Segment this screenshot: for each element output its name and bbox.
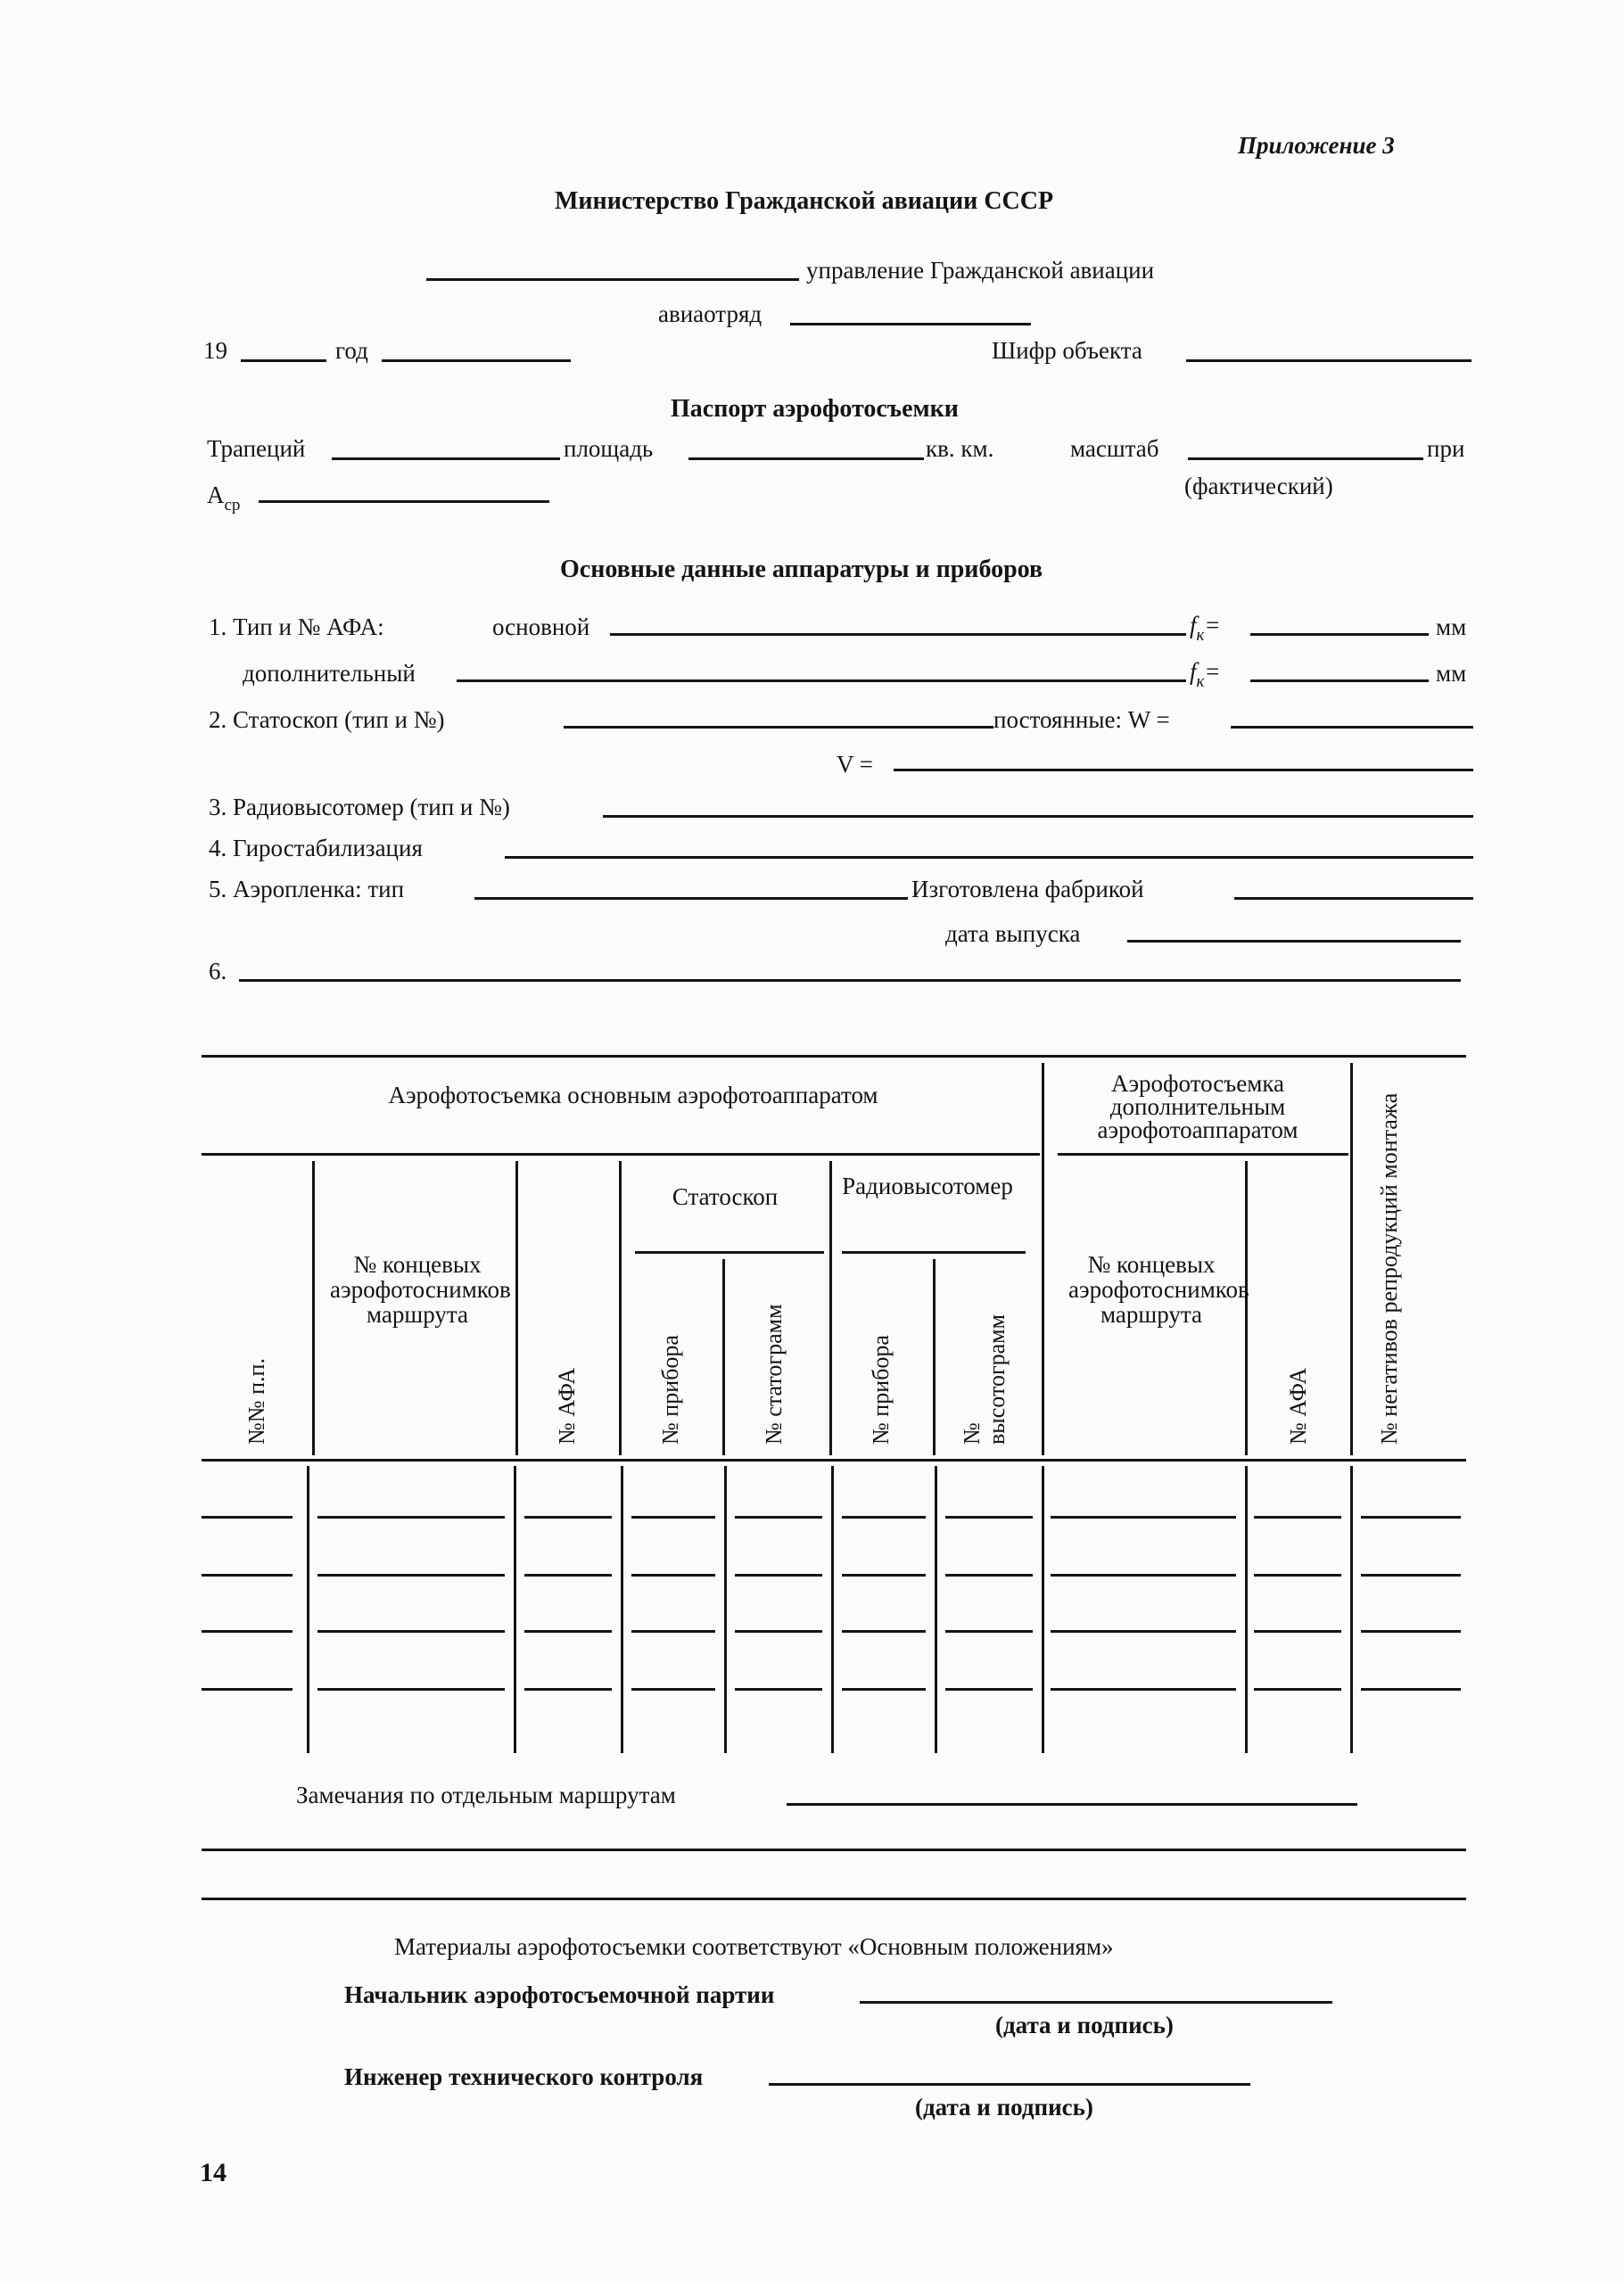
item3-field[interactable]	[603, 815, 1473, 818]
item2-label: 2. Статоскоп (тип и №)	[209, 706, 445, 733]
radio-rule	[842, 1251, 1026, 1254]
table-cell-line[interactable]	[1051, 1630, 1236, 1633]
table-cell-line[interactable]	[1254, 1630, 1341, 1633]
object-code-label: Шифр объекта	[992, 337, 1142, 364]
table-cell-line[interactable]	[1051, 1688, 1236, 1691]
appendix-label: Приложение 3	[1238, 132, 1395, 159]
col-divider-8	[1245, 1161, 1248, 1455]
table-cell-line[interactable]	[317, 1630, 505, 1633]
table-cell-line[interactable]	[735, 1516, 822, 1519]
a-subscript: ср	[224, 496, 241, 515]
body-divider-2	[514, 1466, 516, 1753]
item2-field[interactable]	[564, 726, 993, 729]
table-cell-line[interactable]	[1254, 1688, 1341, 1691]
table-cell-line[interactable]	[842, 1630, 926, 1633]
year-prefix: 19	[203, 337, 227, 364]
directorate-field[interactable]	[426, 278, 799, 281]
film-date-label: дата выпуска	[945, 920, 1081, 947]
table-cell-line[interactable]	[317, 1574, 505, 1577]
film-factory-label: Изготовлена фабрикой	[911, 876, 1144, 902]
at-label: при	[1427, 435, 1465, 462]
table-cell-line[interactable]	[317, 1688, 505, 1691]
radio-device-header: № прибора	[868, 1335, 894, 1445]
passport-title: Паспорт аэрофотосъемки	[671, 395, 959, 423]
item3-label: 3. Радиовысотомер (тип и №)	[209, 794, 510, 820]
table-cell-line[interactable]	[945, 1688, 1033, 1691]
focal-main-label: $f_к=$	[1190, 612, 1221, 645]
table-cell-line[interactable]	[1051, 1574, 1236, 1577]
table-cell-line[interactable]	[524, 1516, 612, 1519]
item6-label: 6.	[209, 958, 227, 984]
body-divider-4	[724, 1466, 727, 1753]
col-divider-6	[933, 1259, 936, 1455]
statograms-header: № статограмм	[761, 1304, 787, 1445]
item4-label: 4. Гиростабилизация	[209, 835, 423, 861]
table-cell-line[interactable]	[735, 1688, 822, 1691]
table-cell-line[interactable]	[202, 1688, 293, 1691]
remarks-line-2[interactable]	[202, 1849, 1466, 1851]
table-cell-line[interactable]	[1051, 1516, 1236, 1519]
focal-additional-field[interactable]	[1250, 679, 1429, 682]
detachment-label: авиаотряд	[658, 301, 763, 327]
film-date-field[interactable]	[1127, 940, 1461, 943]
body-divider-7	[1042, 1466, 1044, 1753]
table-cell-line[interactable]	[945, 1630, 1033, 1633]
area-label: площадь	[564, 435, 654, 462]
body-divider-1	[307, 1466, 309, 1753]
body-divider-6	[935, 1466, 937, 1753]
table-cell-line[interactable]	[1361, 1630, 1461, 1633]
group-additional-header: Аэрофотосъемка дополнительным аэрофотоаппаратом	[1097, 1070, 1298, 1143]
mm-main: мм	[1436, 613, 1467, 640]
statoscope-header: Статоскоп	[672, 1183, 779, 1210]
num-header: №№ п.п.	[243, 1358, 269, 1445]
header-bottom-rule	[202, 1459, 1466, 1462]
constant-v-label: V =	[837, 751, 873, 778]
item5-label: 5. Аэропленка: тип	[209, 876, 405, 902]
object-code-field[interactable]	[1186, 359, 1471, 362]
main-group-rule	[202, 1153, 1040, 1156]
remarks-field[interactable]	[787, 1803, 1357, 1806]
a-letter: А	[207, 482, 225, 508]
col-divider-5	[829, 1161, 832, 1455]
col-divider-4	[722, 1259, 725, 1455]
body-divider-5	[831, 1466, 834, 1753]
ministry-title: Министерство Гражданской авиации СССР	[555, 187, 1054, 215]
focal-additional-label: $f_к=$	[1190, 658, 1221, 691]
equipment-title: Основные данные аппаратуры и приборов	[560, 556, 1043, 583]
body-divider-3	[621, 1466, 623, 1753]
scale-label: масштаб	[1070, 435, 1159, 462]
mm-additional: мм	[1436, 660, 1467, 687]
table-cell-line[interactable]	[631, 1688, 715, 1691]
item1-main-field[interactable]	[610, 633, 1186, 636]
table-cell-line[interactable]	[1254, 1574, 1341, 1577]
engineer-signature-field[interactable]	[769, 2083, 1250, 2086]
engineer-label: Инженер технического контроля	[344, 2063, 704, 2090]
table-cell-line[interactable]	[524, 1630, 612, 1633]
year-extra-field[interactable]	[382, 359, 571, 362]
focal-main-field[interactable]	[1250, 633, 1429, 636]
item2-constants-label: постоянные: W =	[993, 706, 1170, 733]
scale-field[interactable]	[1188, 457, 1423, 460]
negatives-header: № негативов репродукций монтажа	[1376, 1092, 1402, 1445]
item4-field[interactable]	[505, 856, 1473, 859]
table-cell-line[interactable]	[202, 1574, 293, 1577]
table-cell-line[interactable]	[202, 1630, 293, 1633]
item1-main-label: основной	[492, 613, 590, 640]
col-divider-1	[312, 1161, 315, 1455]
year-label: год	[335, 337, 368, 364]
conformity-text: Материалы аэрофотосъемки соответствуют «Основным положениям»	[394, 1933, 1114, 1960]
table-cell-line[interactable]	[842, 1516, 926, 1519]
table-cell-line[interactable]	[842, 1574, 926, 1577]
body-divider-8	[1245, 1466, 1248, 1753]
a-avg-label	[207, 482, 240, 515]
table-cell-line[interactable]	[317, 1516, 505, 1519]
trapeziums-field[interactable]	[332, 457, 560, 460]
body-divider-9	[1350, 1466, 1353, 1753]
item1-label: 1. Тип и № АФА:	[209, 613, 384, 640]
group-main-header: Аэрофотосъемка основным аэрофотоаппаратом	[388, 1082, 878, 1108]
statoscope-rule	[635, 1251, 824, 1254]
chief-label: Начальник аэрофотосъемочной партии	[344, 1981, 775, 2008]
col-divider-7	[1042, 1063, 1044, 1455]
page-number: 14	[200, 2158, 227, 2187]
area-units: кв. км.	[926, 435, 994, 462]
table-cell-line[interactable]	[842, 1688, 926, 1691]
a-avg-field[interactable]	[259, 500, 549, 503]
item6-field[interactable]	[239, 979, 1461, 982]
table-cell-line[interactable]	[631, 1574, 715, 1577]
item1-additional-label: дополнительный	[243, 660, 416, 687]
table-cell-line[interactable]	[524, 1574, 612, 1577]
actual-note: (фактический)	[1184, 473, 1333, 499]
film-type-field[interactable]	[474, 897, 908, 900]
add-end-frames-header: № концевых аэрофотоснимков маршрута	[1068, 1251, 1249, 1328]
col-divider-3	[619, 1161, 622, 1455]
add-afa-header: № АФА	[1285, 1367, 1311, 1445]
table-cell-line[interactable]	[945, 1516, 1033, 1519]
trapeziums-label: Трапеций	[207, 435, 306, 462]
table-cell-line[interactable]	[631, 1516, 715, 1519]
col-divider-2	[515, 1161, 518, 1455]
detachment-field[interactable]	[790, 323, 1031, 325]
afa-header: № АФА	[554, 1367, 580, 1445]
table-cell-line[interactable]	[735, 1574, 822, 1577]
table-cell-line[interactable]	[524, 1688, 612, 1691]
film-factory-field[interactable]	[1234, 897, 1473, 900]
year-field[interactable]	[241, 359, 326, 362]
table-cell-line[interactable]	[945, 1574, 1033, 1577]
area-field[interactable]	[688, 457, 924, 460]
directorate-label: управление Гражданской авиации	[806, 257, 1155, 284]
table-cell-line[interactable]	[1361, 1574, 1461, 1577]
table-cell-line[interactable]	[735, 1630, 822, 1633]
end-frames-header: № концевых аэрофотоснимков маршрута	[330, 1251, 511, 1328]
constant-w-field[interactable]	[1231, 726, 1473, 729]
additional-group-rule	[1058, 1153, 1348, 1156]
engineer-date-sign-note: (дата и подпись)	[915, 2094, 1093, 2120]
chief-signature-field[interactable]	[860, 2001, 1332, 2004]
table-top-rule	[202, 1055, 1466, 1058]
table-cell-line[interactable]	[1361, 1688, 1461, 1691]
item1-additional-field[interactable]	[457, 679, 1186, 682]
col-divider-9	[1350, 1063, 1353, 1455]
remarks-line-3[interactable]	[202, 1898, 1466, 1900]
table-cell-line[interactable]	[631, 1630, 715, 1633]
statoscope-device-header: № прибора	[657, 1335, 683, 1445]
altigrams-header: № высотограмм	[959, 1313, 1010, 1445]
table-cell-line[interactable]	[1254, 1516, 1341, 1519]
table-cell-line[interactable]	[202, 1516, 293, 1519]
constant-v-field[interactable]	[894, 769, 1473, 771]
chief-date-sign-note: (дата и подпись)	[995, 2012, 1174, 2038]
radio-altimeter-header: Радиовысотомер	[842, 1173, 1013, 1199]
table-cell-line[interactable]	[1361, 1516, 1461, 1519]
remarks-label: Замечания по отдельным маршрутам	[296, 1782, 676, 1808]
